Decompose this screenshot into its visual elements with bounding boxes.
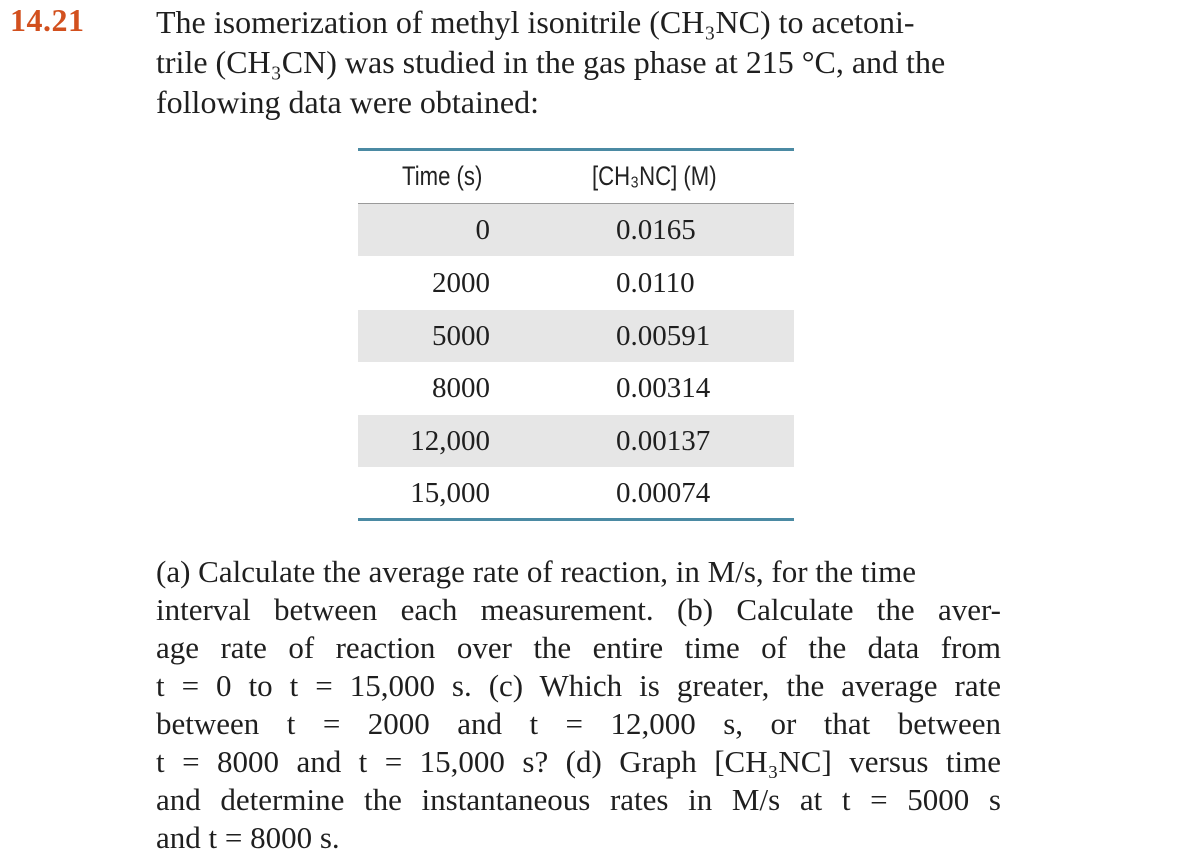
intro-line-3: following data were obtained: [156, 84, 539, 120]
cell-time: 12,000 [410, 425, 490, 457]
cell-concentration: 0.0165 [616, 214, 696, 246]
problem-questions [156, 553, 1001, 857]
question-line-3: age rate of reaction over the entire time of the data from [156, 630, 1001, 665]
cell-time: 2000 [432, 267, 490, 299]
table-header [358, 151, 794, 203]
question-line-7: and determine the instantaneous rates in M/s at t = 5000 s [156, 782, 1001, 817]
cell-concentration: 0.00074 [616, 477, 711, 509]
table-bottom-rule [358, 518, 794, 521]
cell-time: 0 [475, 214, 490, 246]
cell-concentration: 0.00591 [616, 320, 711, 352]
table-row [358, 257, 794, 309]
table-row [358, 467, 794, 519]
header-concentration: [CH₃NC] (M) [592, 161, 717, 191]
cell-concentration: 0.00137 [616, 425, 711, 457]
table-row [358, 362, 794, 414]
header-time: Time (s) [402, 161, 483, 191]
question-line-5: between t = 2000 and t = 12,000 s, or that between [156, 706, 1001, 741]
table-row [358, 204, 794, 256]
cell-concentration: 0.00314 [616, 372, 711, 404]
problem-intro [156, 2, 1001, 122]
cell-concentration: 0.0110 [616, 267, 695, 299]
question-line-2: interval between each measurement. (b) Calculate the aver- [156, 592, 1001, 627]
cell-time: 5000 [432, 320, 490, 352]
cell-time: 15,000 [410, 477, 490, 509]
intro-line-1: The isomerization of methyl isonitrile (CH₃NC) to acetoni- [156, 4, 915, 40]
table-row [358, 310, 794, 362]
question-line-1: (a) Calculate the average rate of reaction, in M/s, for the time [156, 554, 917, 589]
table-row [358, 415, 794, 467]
question-line-8: and t = 8000 s. [156, 820, 340, 855]
cell-time: 8000 [432, 372, 490, 404]
problem-number: 14.21 [10, 2, 85, 38]
question-line-4: t = 0 to t = 15,000 s. (c) Which is greater, the average rate [156, 668, 1001, 703]
intro-line-2: trile (CH₃CN) was studied in the gas phase at 215 °C, and the [156, 44, 946, 80]
question-line-6: t = 8000 and t = 15,000 s? (d) Graph [CH₃NC] versus time [156, 744, 1001, 779]
